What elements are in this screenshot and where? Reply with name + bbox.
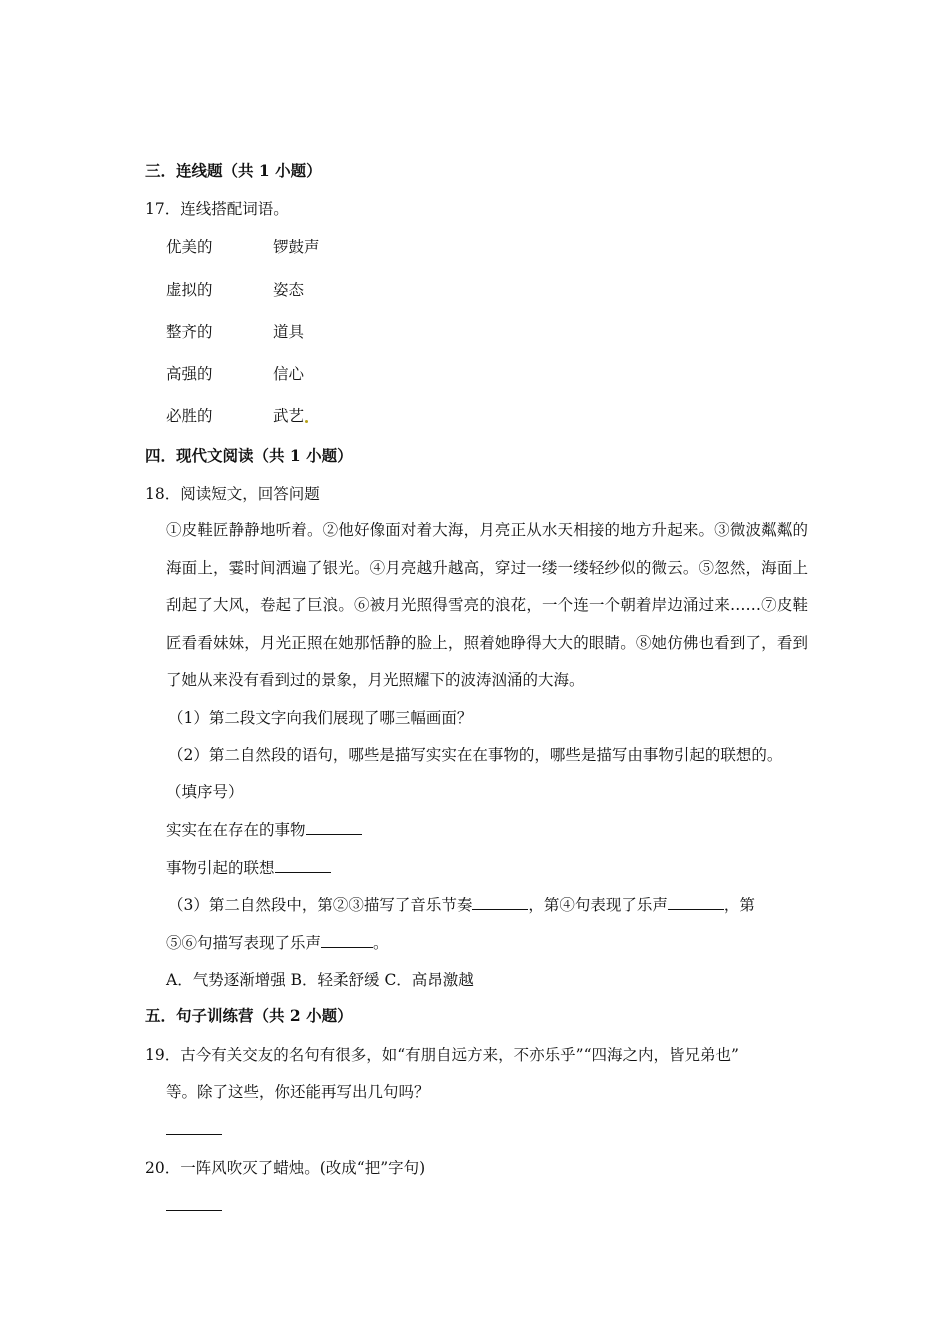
- sound-blank-56[interactable]: [321, 933, 373, 948]
- association-row: [166, 858, 331, 878]
- question-17-prompt: 17．连线搭配词语。: [145, 200, 289, 218]
- question-19-line2: 等。除了这些，你还能再写出几句吗？: [166, 1083, 430, 1101]
- right-word-4: 信心: [273, 365, 305, 383]
- real-things-blank[interactable]: [306, 820, 362, 835]
- question-18-prompt: 18．阅读短文，回答问题: [145, 485, 320, 503]
- question-19-answer-row: [166, 1120, 222, 1140]
- right-word-3: 道具: [273, 323, 305, 341]
- real-things-row: [166, 820, 362, 840]
- right-word-5-wrap: [273, 406, 308, 426]
- right-word-2: 姿态: [273, 281, 305, 299]
- sub-question-3-text-a: （3）第二自然段中，第②③描写了音乐节奏: [168, 896, 473, 914]
- sub-question-2-note: （填序号）: [166, 783, 244, 801]
- rhythm-blank[interactable]: [472, 895, 528, 910]
- left-word-1: 优美的: [166, 238, 213, 256]
- left-word-3: 整齐的: [166, 323, 213, 341]
- association-blank[interactable]: [275, 858, 331, 873]
- sub-question-3-text-b: ，第④句表现了乐声: [528, 896, 668, 914]
- sub-question-3-text-c: ，第: [723, 896, 755, 914]
- question-20-answer-blank[interactable]: [166, 1196, 222, 1211]
- left-word-4: 高强的: [166, 365, 213, 383]
- question-20-answer-row: [166, 1196, 222, 1216]
- right-word-5: 武艺: [273, 407, 305, 425]
- left-word-2: 虚拟的: [166, 281, 213, 299]
- stray-dot-mark: [305, 420, 308, 423]
- question-19-line1: 19．古今有关交友的名句有很多，如“有朋自远方来，不亦乐乎”“四海之内，皆兄弟也”: [145, 1046, 739, 1064]
- answer-options: A．气势逐渐增强 B．轻柔舒缓 C．高昂激越: [166, 971, 474, 989]
- question-19-answer-blank[interactable]: [166, 1120, 222, 1135]
- real-things-label: 实实在在存在的事物: [166, 821, 306, 839]
- section-5-heading: 五．句子训练营（共 2 小题）: [145, 1006, 353, 1025]
- section-4-heading: 四．现代文阅读（共 1 小题）: [145, 446, 353, 465]
- right-word-1: 锣鼓声: [273, 238, 320, 256]
- sub-question-3-line2: [166, 933, 389, 953]
- association-label: 事物引起的联想: [166, 859, 275, 877]
- left-word-5: 必胜的: [166, 407, 213, 425]
- sub-question-2: （2）第二自然段的语句，哪些是描写实实在在事物的，哪些是描写由事物引起的联想的。: [168, 746, 783, 764]
- sub-question-3-text-e: 。: [373, 934, 389, 952]
- reading-passage: ①皮鞋匠静静地听着。②他好像面对着大海，月亮正从水天相接的地方升起来。③微波粼粼的海面上，霎时间洒遍了银光。④月亮越升越高，穿过一缕一缕轻纱似的微云。⑤忽然，海面上刮起了大风，卷起了巨浪。⑥被月光照得雪亮的浪花，一个连一个朝着岸边涌过来……⑦皮鞋匠看看妹妹，月光正照在她那恬静的脸上，照着她睁得大大的眼睛。⑧她仿佛也看到了，看到了她从来没有看到过的景象，月光照耀下的波涛汹涌的大海。: [166, 521, 808, 689]
- section-3-heading: 三．连线题（共 1 小题）: [145, 161, 322, 180]
- sub-question-3-line1: [168, 895, 755, 915]
- sub-question-1: （1）第二段文字向我们展现了哪三幅画面？: [168, 709, 473, 727]
- sub-question-3-text-d: ⑤⑥句描写表现了乐声: [166, 934, 322, 952]
- sound-blank-4[interactable]: [668, 895, 724, 910]
- question-20-prompt: 20．一阵风吹灭了蜡烛。(改成“把”字句): [145, 1159, 426, 1177]
